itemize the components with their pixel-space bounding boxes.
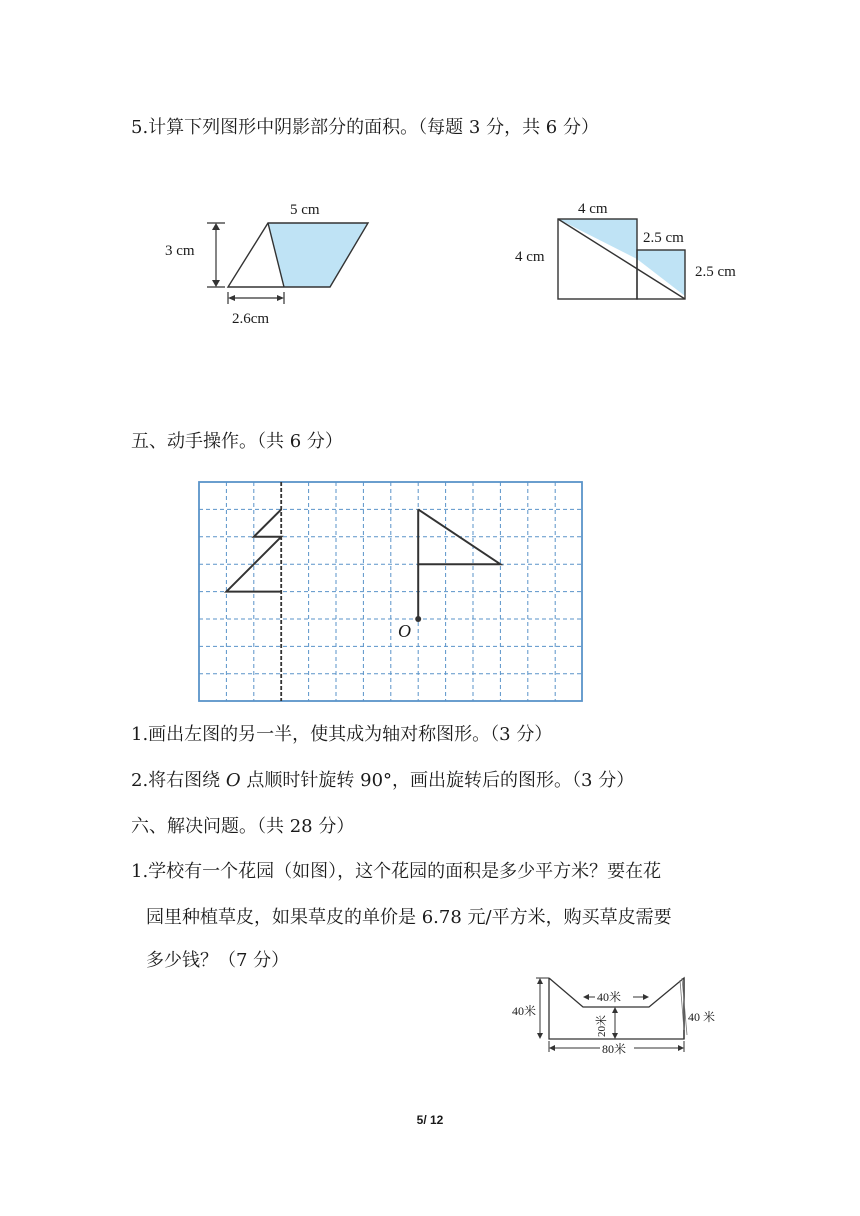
label-left: 4 cm: [515, 249, 545, 265]
section5-item2: [131, 767, 634, 795]
section6-q1-line1: 1.学校有一个花园（如图），这个花园的面积是多少平方米？要在花: [131, 861, 662, 882]
point-o: [415, 616, 421, 622]
section6-q1-line3: 多少钱？（7 分）: [146, 950, 290, 971]
grid-figure: [196, 479, 588, 705]
garden-right-label: 40 米: [688, 1010, 716, 1024]
garden-outline: [549, 978, 684, 1039]
item2-point: O: [225, 770, 241, 791]
q5-figure-parallelogram: [150, 190, 390, 340]
arrow-head-down: [212, 280, 220, 287]
item2-pre: 2.将右图绕: [131, 770, 226, 791]
q5-title: 5.计算下列图形中阴影部分的面积。（每题 3 分，共 6 分）: [131, 117, 599, 138]
left-half-shape: [226, 509, 281, 591]
section6-q1-line2: 园里种植草皮，如果草皮的单价是 6.78 元/平方米，购买草皮需要: [146, 907, 672, 928]
q5-figure-squares: [505, 195, 765, 310]
point-o-label: O: [398, 621, 411, 641]
item2-post: 点顺时针旋转 90°，画出旋转后的图形。（3 分）: [240, 770, 635, 791]
garden-middle-label: 20米: [596, 1015, 608, 1037]
label-left: 3 cm: [165, 243, 195, 259]
section5-item1: 1.画出左图的另一半，使其成为轴对称图形。（3 分）: [131, 724, 553, 745]
label-top: 5 cm: [290, 202, 320, 218]
label-right: 2.5 cm: [695, 264, 736, 280]
arrow-head-up: [212, 223, 220, 230]
label-step: 2.5 cm: [643, 230, 684, 246]
page-number: 5/ 12: [416, 1113, 444, 1127]
shaded-triangle-large: [558, 219, 637, 259]
garden-top-label: 40米: [597, 990, 622, 1004]
garden-bottom-label: 80米: [602, 1042, 627, 1056]
section6-title: 六、解决问题。（共 28 分）: [131, 816, 355, 837]
label-bottom: 2.6cm: [232, 311, 270, 327]
garden-left-label: 40米: [512, 1004, 537, 1018]
label-top: 4 cm: [578, 201, 608, 217]
shaded-trapezoid: [268, 223, 368, 287]
garden-figure: [508, 970, 728, 1060]
section5-title: 五、动手操作。（共 6 分）: [131, 431, 343, 452]
